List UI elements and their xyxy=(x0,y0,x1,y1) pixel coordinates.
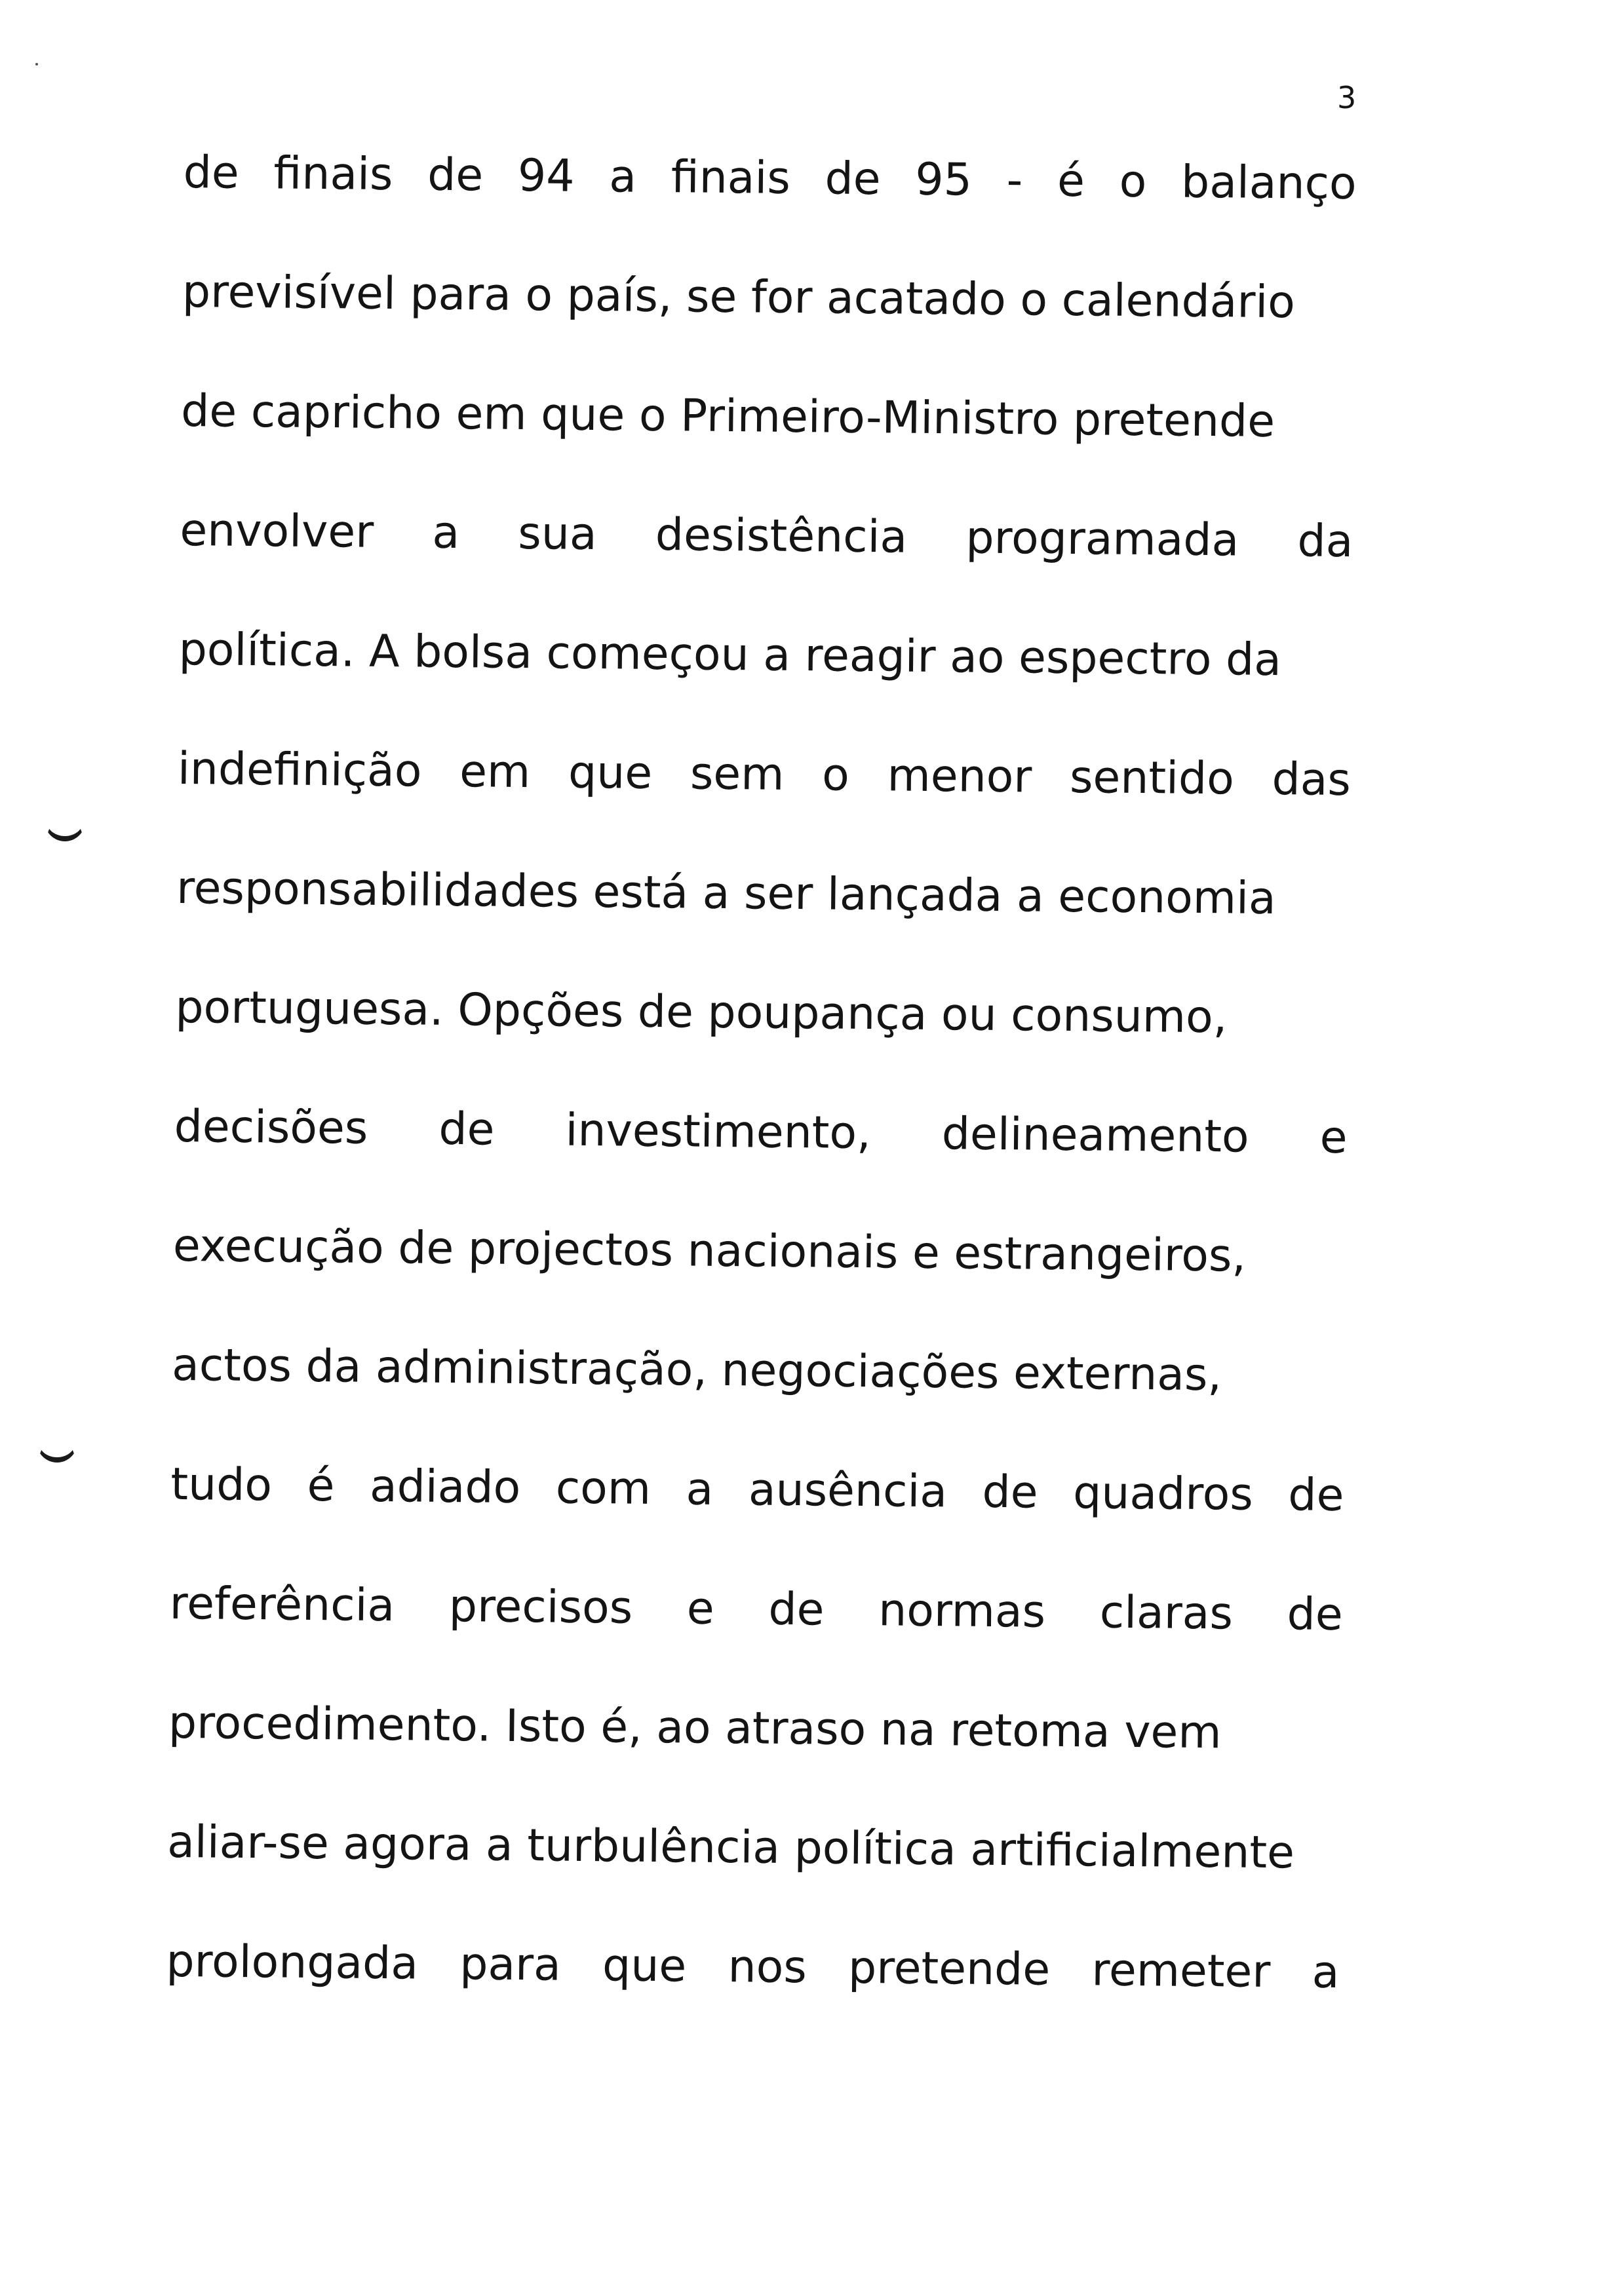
word: para xyxy=(459,1938,562,1991)
word: o xyxy=(1119,155,1147,208)
word: de xyxy=(183,147,240,199)
word: finais xyxy=(671,151,791,204)
word: normas xyxy=(878,1584,1046,1638)
page-number: 3 xyxy=(1337,80,1357,115)
word: que xyxy=(602,1940,687,1993)
text-line xyxy=(176,862,1350,997)
text-line xyxy=(171,1339,1346,1474)
word: de xyxy=(427,149,484,202)
word: a xyxy=(608,151,637,203)
word: sentido xyxy=(1069,752,1235,805)
word: de xyxy=(438,1103,495,1156)
line-text: portuguesa. Opções de poupança ou consumo, xyxy=(175,981,1228,1044)
text-line xyxy=(182,265,1356,400)
word: delineamento xyxy=(941,1108,1249,1163)
text-line xyxy=(174,981,1349,1116)
word: sua xyxy=(518,507,597,561)
text-line xyxy=(178,623,1352,758)
text-line xyxy=(165,1935,1340,2070)
body-text xyxy=(165,147,1357,2070)
word: pretende xyxy=(847,1942,1051,1996)
word: tudo xyxy=(170,1458,273,1512)
line-text: responsabilidades está a ser lançada a economia xyxy=(176,862,1277,925)
word: menor xyxy=(887,750,1032,803)
line-text: actos da administração, negociações externas, xyxy=(171,1339,1222,1402)
line-text: execução de projectos nacionais e estrangeiros, xyxy=(172,1219,1247,1282)
word: é xyxy=(307,1459,335,1512)
word: em xyxy=(459,746,531,799)
text-line xyxy=(170,1458,1344,1593)
line-text: procedimento. Isto é, ao atraso na retoma vem xyxy=(168,1696,1222,1759)
word: da xyxy=(1297,515,1353,568)
word: desistência xyxy=(655,508,908,564)
line-text: previsível para o país, se for acatado o calendário xyxy=(182,265,1296,329)
word: balanço xyxy=(1180,156,1357,210)
word: decisões xyxy=(174,1100,368,1155)
text-line xyxy=(180,385,1355,520)
text-line xyxy=(177,742,1352,877)
word: a xyxy=(432,507,460,560)
word: envolver xyxy=(180,504,374,558)
text-line xyxy=(179,504,1353,639)
word: nos xyxy=(728,1941,808,1994)
word: que xyxy=(568,746,653,799)
word: de xyxy=(768,1583,825,1636)
word: a xyxy=(1312,1946,1340,1999)
line-text: aliar-se agora a turbulência política artificialmente xyxy=(166,1816,1295,1879)
text-line xyxy=(172,1219,1347,1354)
word: remeter xyxy=(1091,1944,1271,1999)
word: quadros xyxy=(1072,1467,1254,1521)
text-line xyxy=(168,1577,1343,1712)
text-line xyxy=(168,1696,1342,1831)
margin-check-mark xyxy=(45,818,85,841)
word: é xyxy=(1057,155,1085,208)
word: de xyxy=(1287,1588,1343,1641)
word: sem xyxy=(690,748,785,801)
text-line xyxy=(166,1816,1341,1951)
word: investimento, xyxy=(565,1104,872,1160)
word: adiado xyxy=(369,1460,521,1514)
word: claras xyxy=(1099,1586,1234,1640)
word: prolongada xyxy=(166,1935,419,1990)
word: - xyxy=(1006,155,1023,207)
text-line xyxy=(173,1100,1348,1235)
word: 95 xyxy=(914,153,973,206)
word: das xyxy=(1272,753,1352,807)
line-text: de capricho em que o Primeiro-Ministro pretende xyxy=(180,385,1275,448)
scan-speck xyxy=(35,63,38,66)
word: programada xyxy=(965,512,1239,567)
word: ausência xyxy=(748,1464,948,1518)
word: precisos xyxy=(448,1580,633,1634)
text-line xyxy=(182,147,1357,281)
word: o xyxy=(821,749,850,801)
word: 94 xyxy=(517,149,575,202)
word: de xyxy=(1288,1469,1344,1522)
word: de xyxy=(825,153,881,206)
word: finais xyxy=(273,147,393,201)
word: e xyxy=(686,1582,715,1635)
word: indefinição xyxy=(177,742,422,797)
word: com xyxy=(555,1462,652,1515)
word: de xyxy=(982,1466,1038,1519)
margin-check-mark xyxy=(37,1439,77,1463)
line-text: política. A bolsa começou a reagir ao espectro da xyxy=(178,623,1282,687)
word: a xyxy=(686,1463,714,1516)
word: e xyxy=(1319,1111,1348,1164)
word: referência xyxy=(169,1577,395,1632)
